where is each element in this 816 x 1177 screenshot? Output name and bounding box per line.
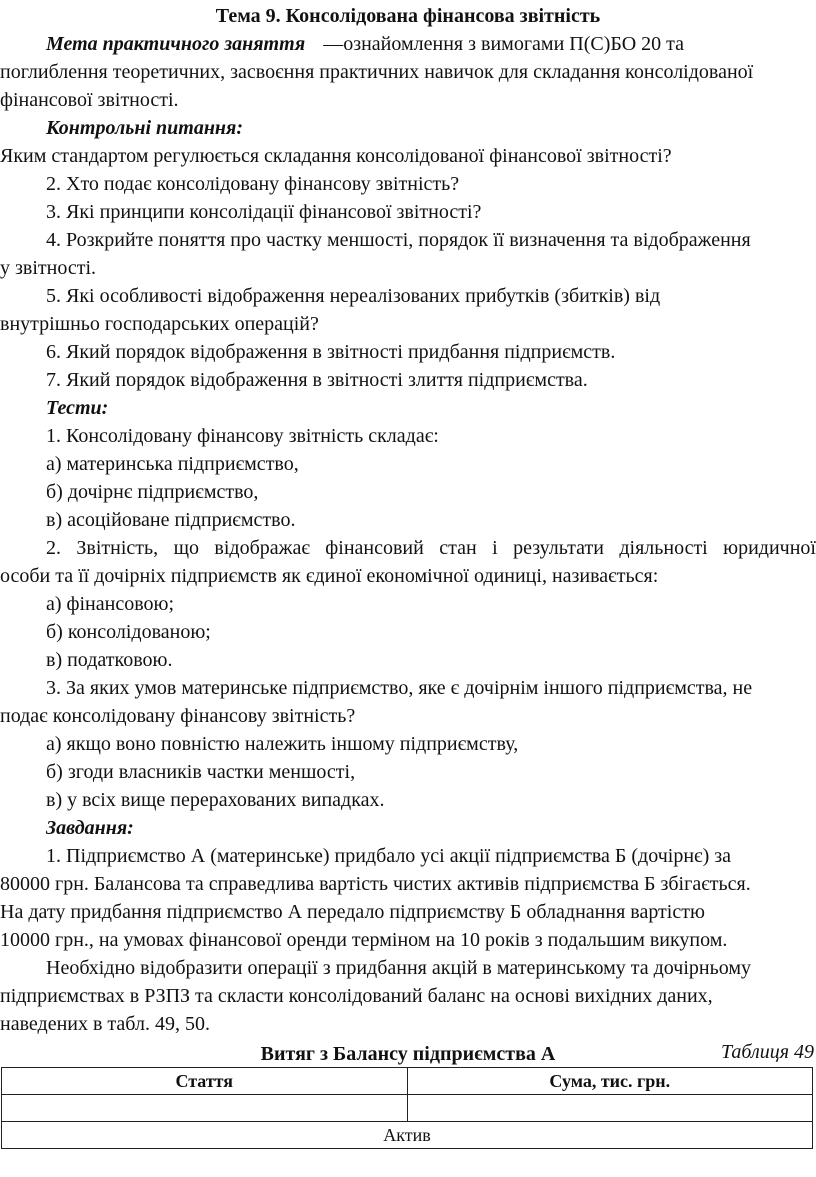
questions-heading: Контрольні питання: xyxy=(46,117,244,139)
task-line: На дату придбання підприємство А передало підприємству Б обладнання вартістю xyxy=(0,901,705,923)
goal-paragraph-line-1 xyxy=(46,30,684,58)
test-option: а) якщо воно повністю належить іншому підприємству, xyxy=(46,733,519,755)
test-option: в) асоційоване підприємство. xyxy=(46,509,296,531)
test-option: б) консолідованою; xyxy=(46,621,211,643)
question-line: 7. Який порядок відображення в звітності злиття підприємства. xyxy=(46,369,588,391)
task-line: 1. Підприємство А (материнське) придбало усі акції підприємства Б (дочірнє) за xyxy=(46,845,732,867)
test-option: в) податковою. xyxy=(46,649,173,671)
test-line: подає консолідовану фінансову звітність? xyxy=(0,705,356,727)
question-line: у звітності. xyxy=(0,257,97,279)
test-option: а) фінансовою; xyxy=(46,593,175,615)
test-line: 2. Звітність, що відображає фінансовий стан і результати діяльності юридичної xyxy=(46,537,816,559)
table-title: Витяг з Балансу підприємства А xyxy=(260,1043,556,1065)
task-line: підприємствах в РЗПЗ та скласти консолідований баланс на основі вихідних даних, xyxy=(0,985,713,1007)
task-line: 80000 грн. Балансова та справедлива вартість чистих активів підприємства Б збігається. xyxy=(0,873,751,895)
table-header-row xyxy=(2,1068,813,1095)
table-section-row xyxy=(2,1122,813,1149)
question-line: 2. Хто подає консолідовану фінансову звітність? xyxy=(46,173,460,195)
test-line: 3. За яких умов материнське підприємство, яке є дочірнім іншого підприємства, не xyxy=(46,677,753,699)
table-caption: Таблиця 49 xyxy=(721,1041,814,1063)
question-line: 5. Які особливості відображення нереалізованих прибутків (збитків) від xyxy=(46,285,661,307)
balance-table xyxy=(1,1067,813,1149)
task-line: наведених в табл. 49, 50. xyxy=(0,1013,210,1035)
goal-dash: — xyxy=(323,33,344,55)
test-line: особи та її дочірніх підприємств як єдиної економічної одиниці, називається: xyxy=(0,565,659,587)
goal-text-1: ознайомлення з вимогами П(С)БО 20 та xyxy=(343,33,685,55)
task-line: 10000 грн., на умовах фінансової оренди терміном на 10 років з подальшим викупом. xyxy=(0,929,728,951)
table-cell xyxy=(2,1095,408,1122)
question-line: 4. Розкрийте поняття про частку меншості, порядок її визначення та відображення xyxy=(46,229,751,251)
goal-label: Мета практичного заняття xyxy=(46,33,306,55)
goal-text-3: фінансової звітності. xyxy=(0,89,179,111)
task-line: Необхідно відобразити операції з придбання акцій в материнському та дочірньому xyxy=(46,957,751,979)
table-cell xyxy=(407,1095,813,1122)
test-option: в) у всіх вище перерахованих випадках. xyxy=(46,789,385,811)
column-header-item: Стаття xyxy=(2,1068,408,1095)
question-line: внутрішньо господарських операцій? xyxy=(0,313,319,335)
document-title: Тема 9. Консолідована фінансова звітність xyxy=(215,5,601,27)
tasks-heading: Завдання: xyxy=(46,817,134,839)
test-line: 1. Консолідовану фінансову звітність складає: xyxy=(46,425,439,447)
question-line: 3. Які принципи консолідації фінансової звітності? xyxy=(46,201,482,223)
section-label-assets: Актив xyxy=(2,1122,813,1149)
test-option: а) материнська підприємство, xyxy=(46,453,299,475)
goal-text-2: поглиблення теоретичних, засвоєння практичних навичок для складання консолідованої xyxy=(0,61,754,83)
question-line: 6. Який порядок відображення в звітності придбання підприємств. xyxy=(46,341,616,363)
question-line: Яким стандартом регулюється складання консолідованої фінансової звітності? xyxy=(0,145,672,167)
table-row xyxy=(2,1095,813,1122)
test-option: б) дочірнє підприємство, xyxy=(46,481,259,503)
tests-heading: Тести: xyxy=(46,397,109,419)
column-header-amount: Сума, тис. грн. xyxy=(407,1068,813,1095)
test-option: б) згоди власників частки меншості, xyxy=(46,761,356,783)
